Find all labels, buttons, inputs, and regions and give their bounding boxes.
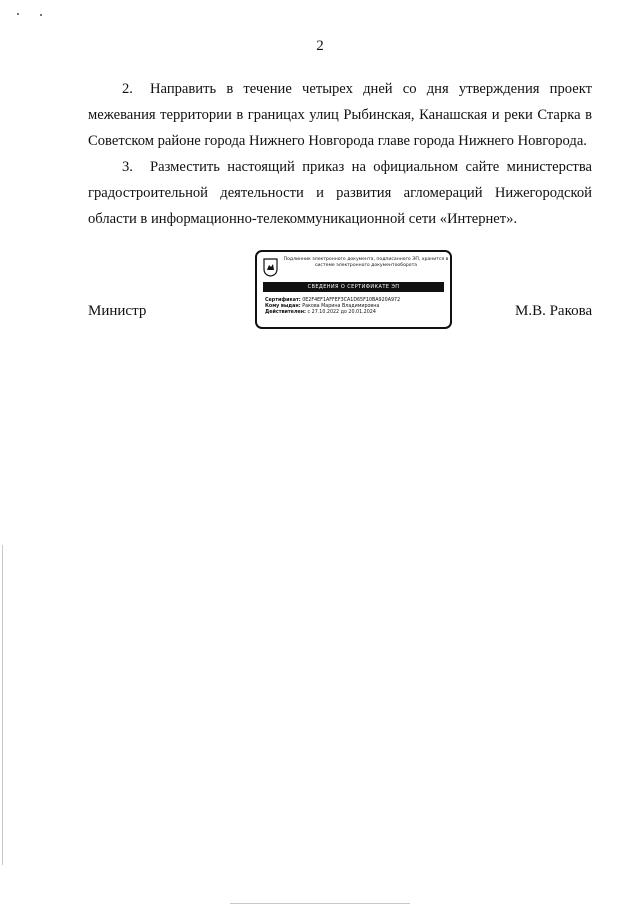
paragraph-2 xyxy=(88,76,592,154)
stamp-title: СВЕДЕНИЯ О СЕРТИФИКАТЕ ЭП xyxy=(263,282,444,292)
signature-stamp xyxy=(255,250,452,329)
page-number: 2 xyxy=(316,38,324,54)
signer-position: Министр xyxy=(88,303,147,319)
stamp-header: Подлинник электронного документа, подписанного ЭП, хранится в системе электронного документооборота xyxy=(283,257,449,268)
scan-edge-line xyxy=(2,545,3,865)
scan-mark xyxy=(40,14,42,16)
scan-bottom-line xyxy=(230,903,410,904)
issued-to-value: Ракова Марина Владимировна xyxy=(302,304,380,309)
stamp-valid-row xyxy=(265,310,400,316)
issued-to-label: Кому выдан: xyxy=(265,304,301,309)
valid-label: Действителен: xyxy=(265,310,306,315)
signer-name: М.В. Ракова xyxy=(515,303,593,319)
valid-value: с 27.10.2022 до 20.01.2024 xyxy=(307,310,376,315)
paragraph-2-text: Направить в течение четырех дней со дня утверждения проект межевания территории в границах улиц Рыбинская, Канашская и реки Старка в Советском районе города Нижнего Новгорода главе города Нижнего Новгорода. xyxy=(88,81,592,149)
stamp-details xyxy=(265,298,400,316)
scan-mark xyxy=(17,13,19,15)
paragraph-3 xyxy=(88,154,592,232)
certificate-value: 0E2F4EF1AFFEF3CA1D65F10BA920A972 xyxy=(302,298,401,303)
certificate-label: Сертификат: xyxy=(265,298,301,303)
paragraph-3-number: 3. xyxy=(122,159,133,175)
paragraph-3-text: Разместить настоящий приказ на официальном сайте министерства градостроительной деятельности и развития агломераций Нижегородской области в информационно-телекоммуникационной сети «Интернет». xyxy=(88,159,592,227)
coat-of-arms-icon xyxy=(263,258,278,277)
paragraph-2-number: 2. xyxy=(122,81,133,97)
